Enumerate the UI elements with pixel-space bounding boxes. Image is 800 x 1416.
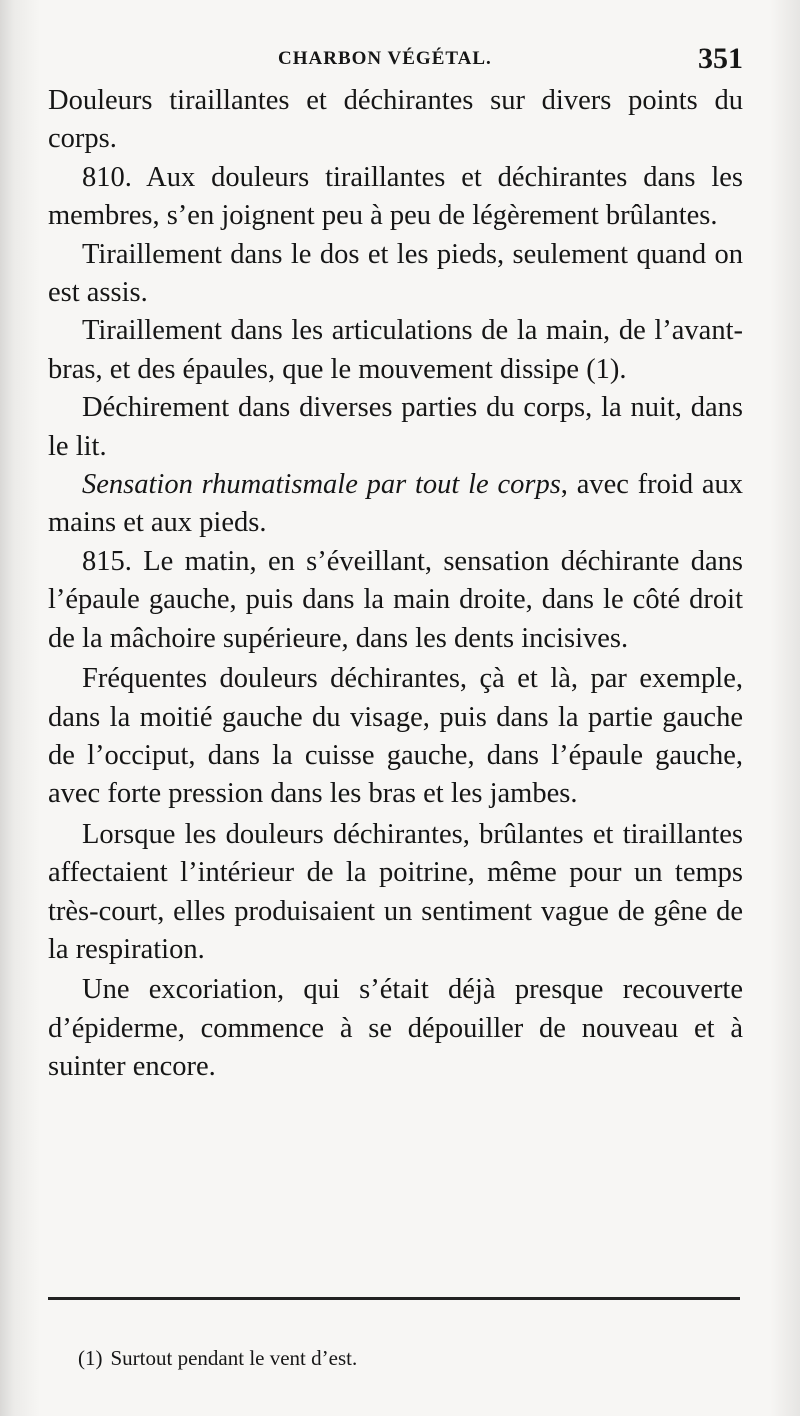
footnote-divider [48,1297,740,1300]
paragraph: Tiraillement dans le dos et les pieds, seulement quand on est assis. [48,238,743,309]
paragraph: Douleurs tiraillantes et déchirantes sur divers points du corps. [48,85,743,155]
paragraph: 815. Le matin, en s’éveillant, sensation déchirante dans l’épaule gauche, puis dans la main droite, dans le côté droit de la mâchoire supérieure, dans les dents incisives. [48,545,743,654]
page-number: 351 [698,42,743,75]
body-text [48,82,743,1087]
page-header [48,42,743,82]
footnote-text: Surtout pendant le vent d’est. [110,1346,358,1370]
paragraph: Fréquentes douleurs déchirantes, çà et là, par exemple, dans la moitié gauche du visage, puis dans la partie gauche de l’occiput, dans la cuisse gauche, dans l’épaule gauche, avec forte pression dans les bras et les jambes. [48,663,743,810]
paragraph: Lorsque les douleurs déchirantes, brûlantes et tiraillantes affectaient l’intérieur de la poitrine, même pour un temps très-court, elles produisaient un sentiment vague de gêne de la respiration. [48,818,743,965]
paragraph: Une excoriation, qui s’était déjà presque recouverte d’épiderme, commence à se dépouiller de nouveau et à suinter encore. [48,974,743,1083]
footnote-mark: (1) [78,1346,103,1370]
footnote [78,1346,357,1371]
italic-phrase: Sensation rhumatismale par tout le corps [82,469,561,501]
paragraph: Tiraillement dans les articulations de la main, de l’avant-bras, et des épaules, que le mouvement dissipe (1). [48,315,743,385]
running-head: CHARBON VÉGÉTAL. [278,48,492,69]
paragraph: Déchirement dans diverses parties du corps, la nuit, dans le lit. [48,392,743,462]
paragraph: Sensation rhumatismale par tout le corps, avec froid aux mains et aux pieds. [48,469,744,539]
paragraph: 810. Aux douleurs tiraillantes et déchirantes dans les membres, s’en joignent peu à peu de légèrement brûlantes. [48,161,743,232]
